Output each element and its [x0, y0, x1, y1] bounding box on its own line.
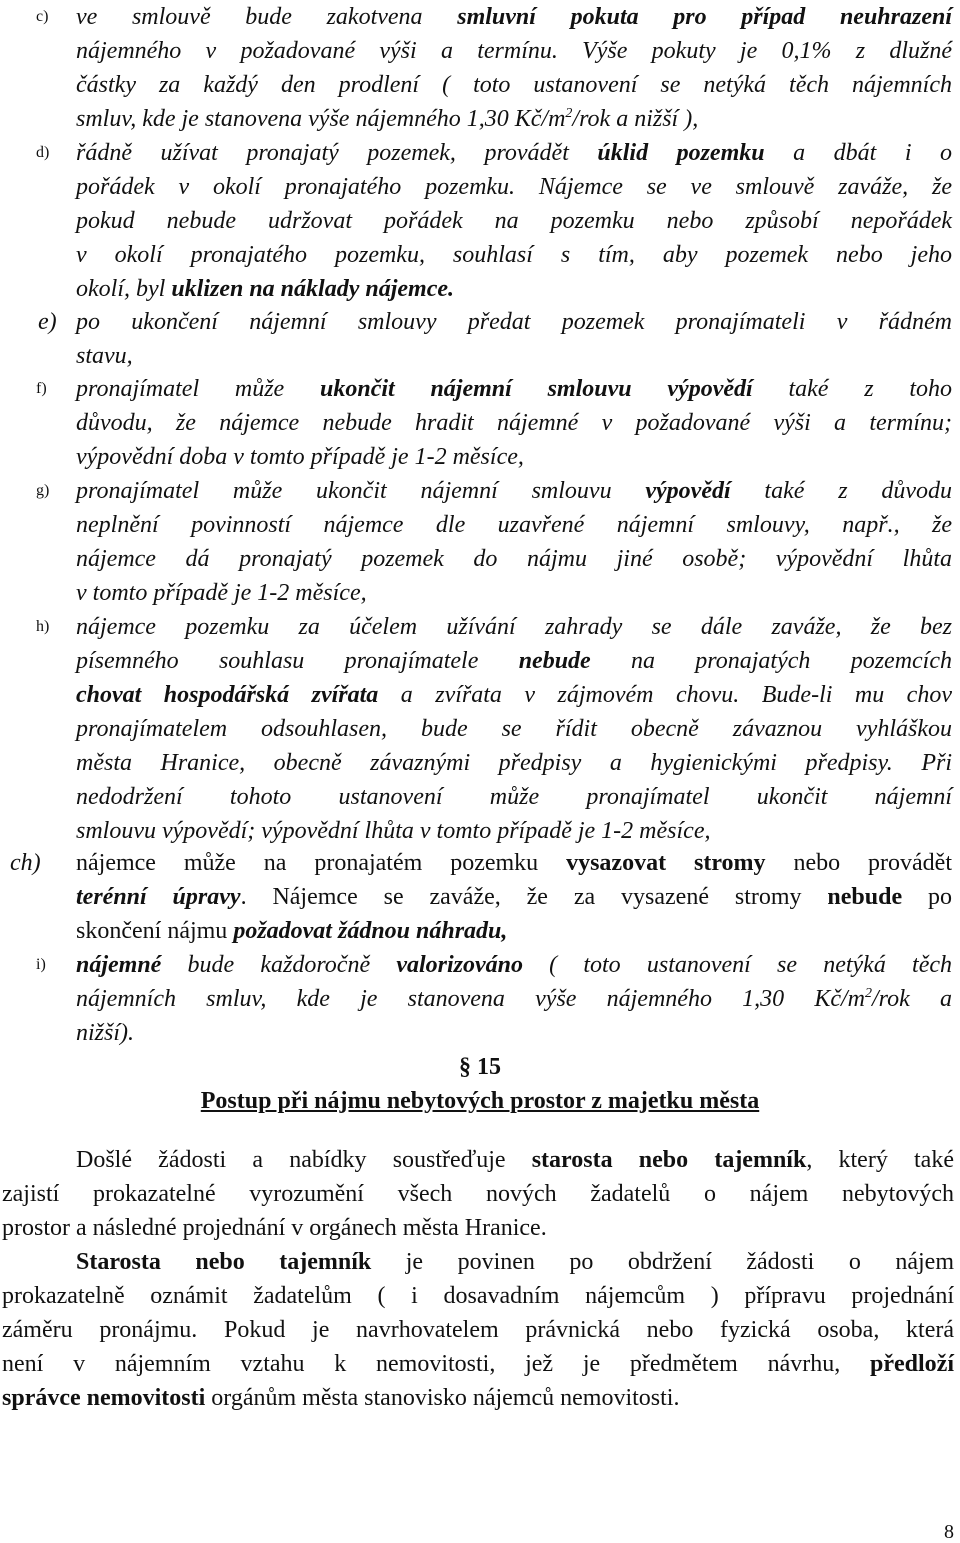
text-run: skončení nájmu — [76, 918, 234, 944]
bold-text: ukončit nájemní smlouvu výpovědí — [320, 376, 753, 402]
text-run: ve smlouvě bude zakotvena — [76, 4, 458, 30]
text-line: nedodržení tohoto ustanovení může pronajímatel ukončit nájemní — [76, 784, 952, 810]
text-run: je povinen po obdržení žádosti o nájem — [371, 1249, 955, 1275]
bold-text: terénní úpravy — [76, 884, 241, 910]
text-run: orgánům města stanovisko nájemců nemovitosti. — [205, 1385, 680, 1411]
text-line: nájemce dá pronajatý pozemek do nájmu jiné osobě; výpovědní lhůta — [76, 546, 952, 572]
text-line: stavu, — [76, 343, 133, 369]
text-line: pořádek v okolí pronajatého pozemku. Nájemce se ve smlouvě zaváže, že — [76, 174, 952, 200]
text-run: a dbát i o — [764, 140, 953, 166]
list-item-text — [76, 474, 952, 610]
list-marker: h) — [36, 618, 50, 635]
list-marker: c) — [36, 8, 49, 25]
text-run: pronajímatel může — [76, 376, 320, 402]
text-run: smluv, kde je stanovena výše nájemného 1,30 Kč/m — [76, 106, 566, 132]
text-line: smlouvu výpovědí; výpovědní lhůta v tomto případě je 1-2 měsíce, — [76, 818, 711, 844]
text-run: řádně užívat pronajatý pozemek, provádět — [76, 140, 598, 166]
bold-text: vysazovat stromy — [566, 850, 766, 876]
text-line: zajistí prokazatelné vyrozumění všech nových žadatelů o nájem nebytových — [2, 1181, 954, 1207]
text-run: po — [902, 884, 953, 910]
list-marker: ch) — [10, 850, 41, 876]
text-run: /rok a nižší ), — [572, 106, 699, 132]
bold-text: Starosta nebo tajemník — [76, 1249, 372, 1275]
text-line: pokud nebude udržovat pořádek na pozemku nebo způsobí nepořádek — [76, 208, 952, 234]
list-item-text — [76, 0, 952, 136]
text-line: záměru pronájmu. Pokud je navrhovatelem právnická nebo fyzická osoba, která — [2, 1317, 954, 1343]
text-line: částky za každý den prodlení ( toto ustanovení se netýká těch nájemních — [76, 72, 952, 98]
text-run: písemného souhlasu pronajímatele — [76, 648, 519, 674]
text-run: není v nájemním vztahu k nemovitosti, jež je předmětem návrhu, — [2, 1351, 870, 1377]
text-line: po ukončení nájemní smlouvy předat pozemek pronajímateli v řádném — [76, 309, 952, 335]
text-run: /rok a — [872, 986, 952, 1012]
text-line: prokazatelně oznámit žadatelům ( i dosavadním nájemcům ) přípravu projednání — [2, 1283, 954, 1309]
list-item-text — [76, 846, 952, 948]
text-run: také z důvodu — [730, 478, 952, 504]
text-run: nájemních smluv, kde je stanovena výše nájemného 1,30 Kč/m — [76, 986, 866, 1012]
bold-text: smluvní pokuta pro případ neuhrazení — [457, 4, 952, 30]
bold-text: úklid pozemku — [597, 140, 765, 166]
text-run: bude každoročně — [161, 952, 397, 978]
superscript: 2 — [865, 986, 873, 1001]
superscript: 2 — [565, 106, 573, 121]
paragraph-2 — [2, 1245, 954, 1415]
list-item-text — [76, 610, 952, 848]
list-item-text — [76, 948, 952, 1050]
text-run: pronajímatel může ukončit nájemní smlouvu — [76, 478, 646, 504]
text-run: okolí, byl — [76, 276, 172, 302]
list-marker: f) — [36, 380, 47, 397]
bold-text: valorizováno — [396, 952, 523, 978]
list-marker: g) — [36, 482, 50, 499]
text-run: nebo provádět — [765, 850, 952, 876]
text-run: nájemce může na pronajatém pozemku — [76, 850, 567, 876]
list-marker: d) — [36, 144, 50, 161]
bold-text: uklizen na náklady nájemce. — [171, 276, 454, 302]
text-run: Došlé žádosti a nabídky soustřeďuje — [76, 1147, 532, 1173]
text-line: důvodu, že nájemce nebude hradit nájemné v požadované výši a termínu; — [76, 410, 952, 436]
text-line: výpovědní doba v tomto případě je 1-2 měsíce, — [76, 444, 524, 470]
text-line: v okolí pronajatého pozemku, souhlasí s tím, aby pozemek nebo jeho — [76, 242, 952, 268]
bold-text: nebude — [518, 648, 591, 674]
bold-text: správce nemovitosti — [2, 1385, 206, 1411]
text-line: nižší). — [76, 1020, 135, 1046]
text-line: prostor a následné projednání v orgánech města Hranice. — [2, 1215, 547, 1241]
text-line: v tomto případě je 1-2 měsíce, — [76, 580, 367, 606]
paragraph-1 — [2, 1143, 954, 1245]
text-line: nájemce pozemku za účelem užívání zahrady se dále zaváže, že bez — [76, 614, 952, 640]
bold-text: požadovat žádnou náhradu, — [233, 918, 508, 944]
list-item-text — [76, 372, 952, 474]
text-line: města Hranice, obecně závaznými předpisy a hygienickými předpisy. Při — [76, 750, 952, 776]
bold-text: nebude — [827, 884, 903, 910]
text-run: také z toho — [752, 376, 953, 402]
text-run: a zvířata v zájmovém chovu. Bude-li mu chov — [378, 682, 952, 708]
text-line: pronajímatelem odsouhlasen, bude se řídit obecně závaznou vyhláškou — [76, 716, 952, 742]
text-run: ( toto ustanovení se netýká těch — [522, 952, 952, 978]
text-line: nájemného v požadované výši a termínu. Výše pokuty je 0,1% z dlužné — [76, 38, 952, 64]
bold-text: starosta nebo tajemník — [531, 1147, 807, 1173]
bold-text: chovat hospodářská zvířata — [76, 682, 379, 708]
list-marker: i) — [36, 956, 46, 973]
bold-text: předloží — [870, 1351, 954, 1377]
section-number: § 15 — [459, 1054, 501, 1080]
bold-text: nájemné — [76, 952, 162, 978]
text-run: na pronajatých pozemcích — [590, 648, 953, 674]
text-run: . Nájemce se zaváže, že za vysazené stromy — [240, 884, 828, 910]
text-line: neplnění povinností nájemce dle uzavřené nájemní smlouvy, např., že — [76, 512, 952, 538]
list-item-text — [76, 136, 952, 306]
list-marker: e) — [38, 309, 57, 335]
list-item-text — [76, 305, 952, 373]
bold-text: výpovědí — [645, 478, 731, 504]
page-number: 8 — [944, 1521, 954, 1543]
section-title: Postup při nájmu nebytových prostor z majetku města — [200, 1088, 760, 1114]
text-run: , který také — [806, 1147, 954, 1173]
